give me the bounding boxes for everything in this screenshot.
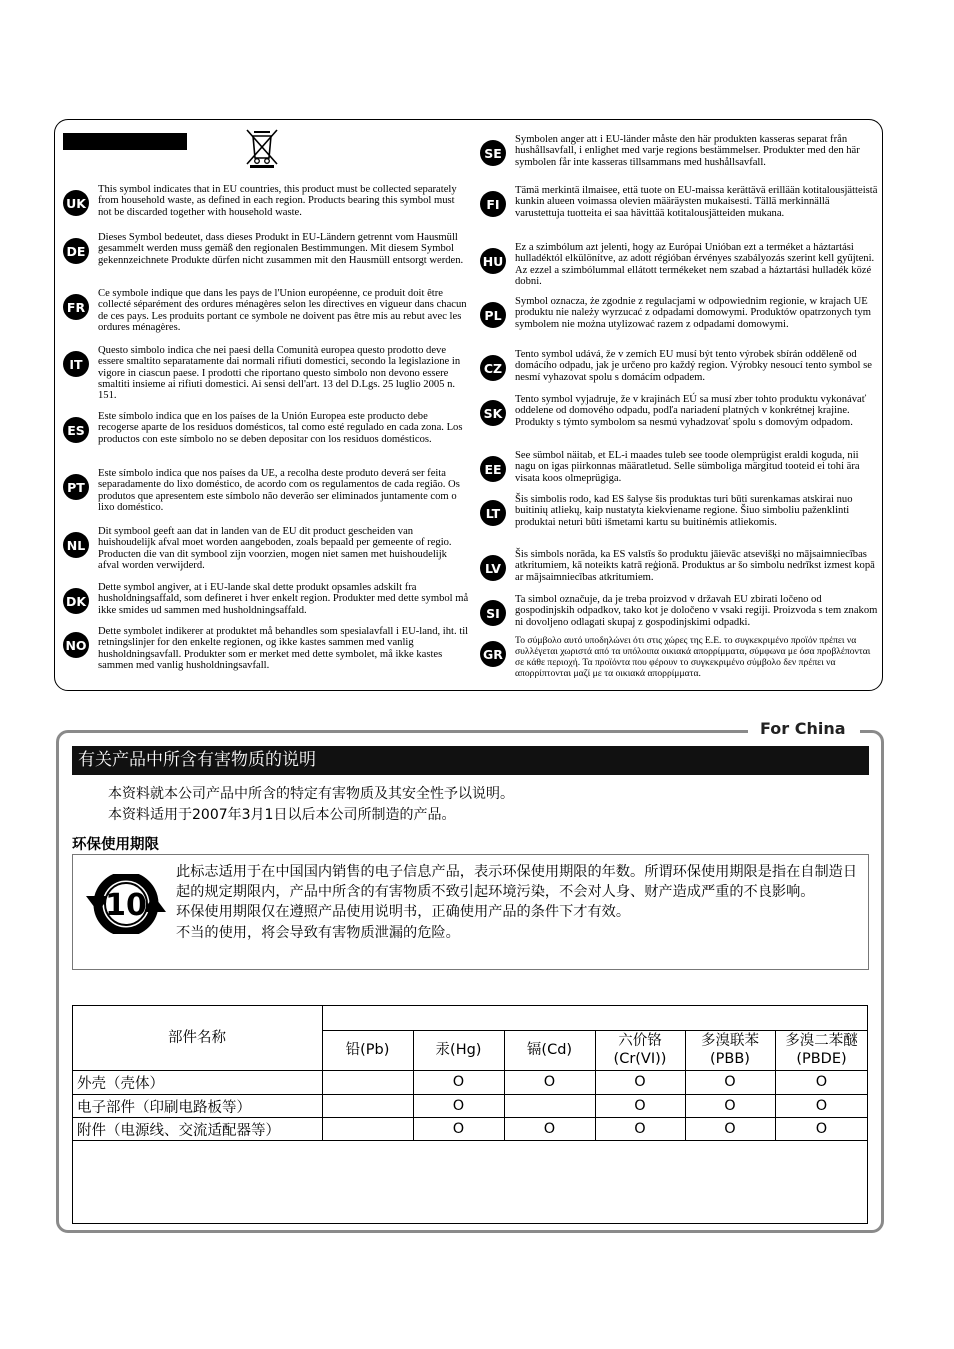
substance-cell: O — [452, 1120, 465, 1137]
substance-cell: O — [634, 1097, 646, 1114]
intro-line-2: 本资料适用于2007年3月1日以后本公司所制造的产品。 — [108, 807, 456, 823]
intro-line-1: 本资料就本公司产品中所含的特定有害物质及其安全性予以说明。 — [108, 786, 514, 802]
country-badge-lt: LT — [480, 500, 506, 526]
substance-header: 汞(Hg) — [435, 1042, 482, 1058]
substance-cell: O — [815, 1097, 828, 1114]
weee-entry-nl — [63, 526, 469, 571]
weee-entry-it — [63, 345, 469, 401]
china-title: 有关产品中所含有害物质的说明 — [72, 746, 869, 775]
weee-entry-si — [480, 594, 878, 628]
country-badge-uk: UK — [63, 190, 89, 216]
country-badge-nl: NL — [63, 532, 89, 558]
weee-entry-de — [63, 232, 469, 266]
country-badge-se: SE — [480, 140, 506, 166]
country-badge-pl: PL — [480, 302, 506, 328]
country-badge-it: IT — [63, 351, 89, 377]
substance-cell: O — [724, 1120, 736, 1137]
weee-text-no: Dette symbolet indikerer at produktet må behandles som spesialavfall i EU-land, iht. til retningslinjer for den enkelte regionen, og ikke kastes sammen med vanlig husholdningsavfall. Produkter som er merket med dette symbolet, må ikke kastes sammen med vanlig husholdningsavfall. — [98, 626, 469, 671]
substance-cell — [322, 1117, 413, 1140]
epup-subtitle: 环保使用期限 — [72, 837, 159, 853]
substance-cell: O — [634, 1120, 646, 1137]
epup-para-3: 不当的使用，将会导致有害物质泄漏的危险。 — [176, 924, 460, 941]
country-badge-de: DE — [63, 238, 89, 264]
substance-cell: O — [724, 1074, 736, 1090]
weee-entry-no — [63, 626, 469, 671]
country-badge-dk: DK — [63, 588, 89, 614]
substance-cell — [322, 1070, 413, 1094]
epup-para-1: 此标志适用于在中国国内销售的电子信息产品，表示环保使用期限的年数。所谓环保使用期限是指在自制造日起的规定期限内，产品中所含的有害物质不致引起环境污染，不会对人身、财产造成严重的不良影响。 — [176, 864, 858, 901]
weee-entry-cz — [480, 349, 878, 383]
weee-entry-pt — [63, 468, 469, 513]
epup-number: 10 — [105, 888, 147, 923]
epup-10-year-icon — [84, 874, 168, 934]
weee-entry-sk — [480, 394, 878, 428]
country-badge-pt: PT — [63, 474, 89, 500]
weee-entry-fr — [63, 288, 469, 333]
weee-entry-gr — [480, 635, 878, 679]
substance-header: 镉(Cd) — [526, 1042, 573, 1058]
crossed-bin-icon — [245, 128, 279, 168]
weee-entry-es — [63, 411, 469, 445]
country-badge-es: ES — [63, 417, 89, 443]
weee-text-hu: Ez a szimbólum azt jelenti, hogy az Európai Unióban ezt a terméket a háztartási hulladéktól elkülönítve, az adott régióban érvényes szabályozás szerint kell gyűjteni. Az ezzel a szimbólummal ellátott termékeket nem szabad a háztartási hulladék közé dobni. — [515, 242, 875, 287]
weee-text-si: Ta simbol označuje, da je treba proizvod v državah EU zbirati ločeno od gospodinjskih odpadkov, tako kot je določeno v vsaki regiji. Proizvoda s tem znakom ni dovoljeno odlagati skupaj z gospodinjskimi odpadki. — [515, 594, 878, 628]
substance-cell: O — [815, 1120, 828, 1137]
substance-cell: O — [724, 1097, 736, 1114]
substance-header: 多溴联苯 (PBB) — [701, 1033, 759, 1067]
country-badge-cz: CZ — [480, 355, 506, 381]
weee-text-pt: Este símbolo indica que nos países da UE, a recolha deste produto deverá ser feita separadamente do lixo doméstico, de acordo com os regulamentos de cada região. Os produtos que apresentem este símbolo não deverão ser eliminados juntamente com o lixo doméstico. — [98, 468, 460, 513]
weee-entry-dk — [63, 582, 469, 616]
weee-entry-se — [480, 134, 878, 168]
substance-cell: O — [634, 1074, 646, 1090]
weee-entry-ee — [480, 450, 878, 484]
epup-para-2: 环保使用期限仅在遵照产品使用说明书，正确使用产品的条件下才有效。 — [176, 904, 631, 921]
weee-text-cz: Tento symbol udává, že v zemích EU musí být tento výrobek sbírán odděleně od domácího odpadu, jak je určeno pro každý region. Výrobky nesoucí tento symbol se nesmí vyhazovat spolu s domácím odpadem. — [515, 349, 872, 383]
weee-entry-hu — [480, 242, 878, 287]
substance-cell: O — [543, 1120, 556, 1137]
weee-text-ee: See sümbol näitab, et EL-i maades tuleb see toode olemprügist eraldi koguda, nii nagu on igas piirkonnas määratletud. Selle sümboliga märgitud tooteid ei tohi ära visata koos olmeprügiga. — [515, 450, 860, 484]
weee-text-es: Este símbolo indica que en los países de la Unión Europea este producto debe recogerse aparte de los residuos domésticos, tal como esté regulado en cada zona. Los productos con este símbolo no se deben depositar con los residuos domésticos. — [98, 411, 463, 445]
weee-text-lt: Šis simbolis rodo, kad ES šalyse šis produktas turi būti surenkamas atskirai nuo buitinių atliekų, kaip nustatyta kiekviename regione. Šiuo simboliu paženklinti produktai neturi būti išmetami kartu su buitinėmis atliekomis. — [515, 494, 853, 528]
part-name-header: 部件名称 — [168, 1029, 226, 1046]
substance-cell: O — [452, 1074, 465, 1090]
country-badge-fr: FR — [63, 294, 89, 320]
country-badge-fi: FI — [480, 191, 506, 217]
weee-entry-pl — [480, 296, 878, 330]
country-badge-gr: GR — [480, 641, 506, 667]
substance-header: 六价铬 (Cr(VI)) — [613, 1033, 667, 1067]
weee-text-se: Symbolen anger att i EU-länder måste den här produkten kasseras separat från hushållsavfall, i enlighet med varje regions bestämmelser. Produkter med den här symbolen får inte kasseras tillsammans med hushållsavfall. — [515, 134, 860, 168]
weee-entry-fi — [480, 185, 878, 219]
country-badge-sk: SK — [480, 400, 506, 426]
weee-entry-lv — [480, 549, 878, 583]
country-badge-hu: HU — [480, 248, 506, 274]
substance-header: 铅(Pb) — [345, 1042, 390, 1058]
weee-text-fr: Ce symbole indique que dans les pays de l'Union européenne, ce produit doit être collecté séparément des ordures ménagères selon les directives en vigueur dans chacun de ces pays. Les produits portant ce symbole ne doivent pas être mis au rebut avec les ordures ménagères. — [98, 288, 467, 333]
weee-text-pl: Symbol oznacza, że zgodnie z regulacjami w odpowiednim regionie, w krajach UE produktu nie należy wyrzucać z odpadami domowymi. Produktów opatrzonych tym symbolem nie można utylizować razem z odpadami domowymi. — [515, 296, 871, 330]
part-name-cell: 附件（电源线、交流适配器等） — [77, 1123, 280, 1139]
weee-text-fi: Tämä merkintä ilmaisee, että tuote on EU-maissa kerättävä erillään kotitalousjätteistä kunkin alueen voimassa olevien määräysten mukaisesti. Tällä merkinnällä varustettuja tuotteita ei saa hävittää kotitalousjätteiden mukana. — [515, 185, 878, 219]
redacted-label-bar — [63, 133, 187, 150]
country-badge-ee: EE — [480, 456, 506, 482]
substance-cell: O — [543, 1074, 556, 1090]
for-china-tag: For China — [760, 719, 846, 738]
weee-text-uk: This symbol indicates that in EU countries, this product must be collected separately from household waste, as defined in each region. Products bearing this symbol must not be discarded together with household waste. — [98, 184, 457, 218]
part-name-cell: 电子部件（印刷电路板等） — [77, 1100, 251, 1116]
weee-entry-lt — [480, 494, 878, 528]
weee-text-lv: Šis simbols norāda, ka ES valstīs šo produktu jāievāc atsevišķi no mājsaimniecības atkritumiem, kā noteikts katrā reģionā. Produktus ar šo simbolu nedrīkst izmest kopā ar mājsaimniecības atkritumiem. — [515, 549, 875, 583]
weee-text-dk: Dette symbol angiver, at i EU-lande skal dette produkt opsamles adskilt fra husholdningsaffald, som defineret i hver enkelt region. Produkter med dette symbol må ikke smides ud sammen med husholdningsaffald. — [98, 582, 469, 616]
weee-text-sk: Tento symbol vyjadruje, že v krajinách EÚ sa musí zber tohto produktu vykonávať oddelene od domového odpadu, podľa nariadení platných v konkrétnej krajine. Produkty s týmto symbolom sa nesmú vyhadzovať spolu s domovým odpadom. — [515, 394, 867, 428]
china-intro — [108, 784, 514, 826]
part-name-cell: 外壳（壳体） — [77, 1076, 164, 1092]
weee-text-it: Questo simbolo indica che nei paesi della Comunità europea questo prodotto deve essere smaltito separatamente dai normali rifiuti domestici, secondo la legislazione in vigore in ciascun paese. I prodotti che riportano questo simbolo non devono essere smaltiti insieme ai rifiuti domestici. Ai sensi dell'art. 13 del D.Lgs. 25 luglio 2005 n. 151. — [98, 345, 461, 402]
country-badge-lv: LV — [480, 555, 506, 581]
weee-entry-uk — [63, 184, 469, 218]
substance-header: 多溴二苯醚 (PBDE) — [785, 1033, 858, 1067]
country-badge-si: SI — [480, 600, 506, 626]
substance-cell — [504, 1094, 595, 1117]
weee-text-de: Dieses Symbol bedeutet, dass dieses Produkt in EU-Ländern getrennt vom Hausmüll gesammelt werden muss gemäß den regionalen Bestimmungen. Mit diesem Symbol gekennzeichnete Produkte dürfen nicht zusammen mit den Hausmüll entsorgt werden. — [98, 232, 464, 266]
substance-cell: O — [452, 1097, 465, 1114]
epup-description — [176, 862, 862, 943]
country-badge-no: NO — [63, 632, 89, 658]
substance-cell — [322, 1094, 413, 1117]
weee-text-gr: Το σύμβολο αυτό υποδηλώνει ότι στις χώρες της Ε.Ε. το συγκεκριμένο προϊόν πρέπει να συλλέγεται χωριστά από τα υπόλοιπα οικιακά απορρίμματα, σύμφωνα με όσα προβλέπονται σε κάθε περιοχή. Τα προϊόντα που φέρουν το συγκεκριμένο σύμβολο δεν πρέπει να απορρίπτονται μαζί με τα οικιακά απορρίμματα. — [515, 635, 871, 679]
weee-text-nl: Dit symbool geeft aan dat in landen van de EU dit product gescheiden van huishoudelijk afval moet worden aangeboden, zoals bepaald per gemeente of regio. Producten die van dit symbool zijn voorzien, mogen niet samen met huishoudelijk afval worden verwijderd. — [98, 526, 452, 571]
substance-cell: O — [815, 1074, 828, 1090]
